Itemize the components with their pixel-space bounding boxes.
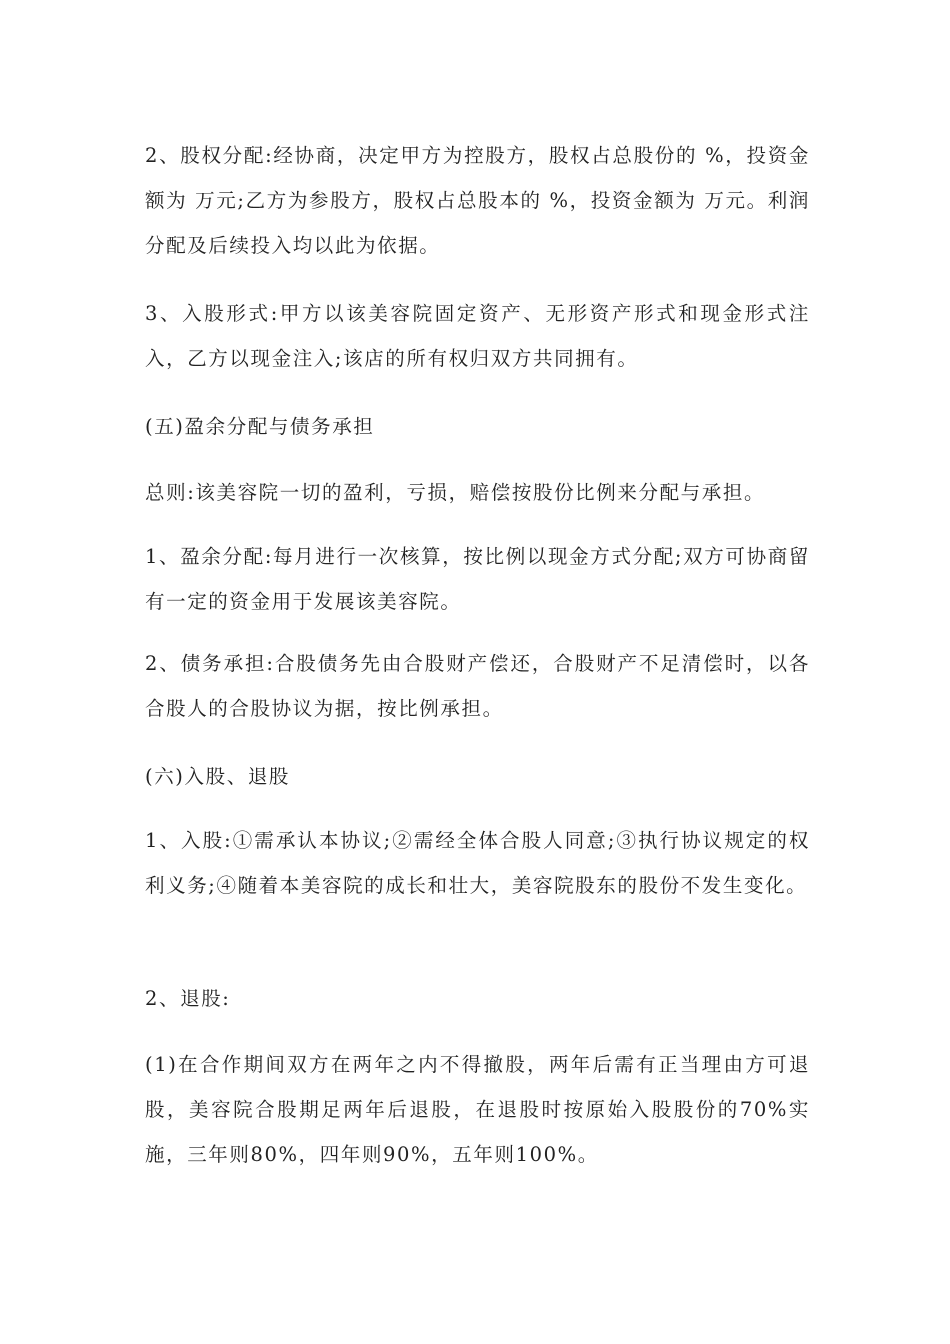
paragraph-withdrawal-heading: 2、退股:: [145, 987, 231, 1010]
paragraph-profit-distribution: 1、盈余分配:每月进行一次核算，按比例以现金方式分配;双方可协商留有一定的资金用于发展该美容院。: [145, 545, 810, 613]
paragraph-debt-bearing: 2、债务承担:合股债务先由合股财产偿还，合股财产不足清偿时，以各合股人的合股协议为据，按比例承担。: [145, 652, 810, 720]
paragraph-withdrawal-terms: (1)在合作期间双方在两年之内不得撤股，两年后需有正当理由方可退股，美容院合股期足两年后退股，在退股时按原始入股股份的70%实施，三年则80%，四年则90%，五年则100%。: [145, 1053, 810, 1166]
section-heading-profit-debt: (五)盈余分配与债务承担: [145, 415, 375, 438]
paragraph-general-rule: 总则:该美容院一切的盈利，亏损，赔偿按股份比例来分配与承担。: [145, 481, 766, 504]
section-heading-join-withdraw: (六)入股、退股: [145, 765, 291, 788]
paragraph-investment-form: 3、入股形式:甲方以该美容院固定资产、无形资产形式和现金形式注入，乙方以现金注入;该店的所有权归双方共同拥有。: [145, 302, 810, 370]
paragraph-joining: 1、入股:①需承认本协议;②需经全体合股人同意;③执行协议规定的权利义务;④随着本美容院的成长和壮大，美容院股东的股份不发生变化。: [145, 829, 810, 897]
paragraph-equity-distribution: 2、股权分配:经协商，决定甲方为控股方，股权占总股份的 %，投资金额为 万元;乙方为参股方，股权占总股本的 %，投资金额为 万元。利润分配及后续投入均以此为依据。: [145, 144, 810, 257]
